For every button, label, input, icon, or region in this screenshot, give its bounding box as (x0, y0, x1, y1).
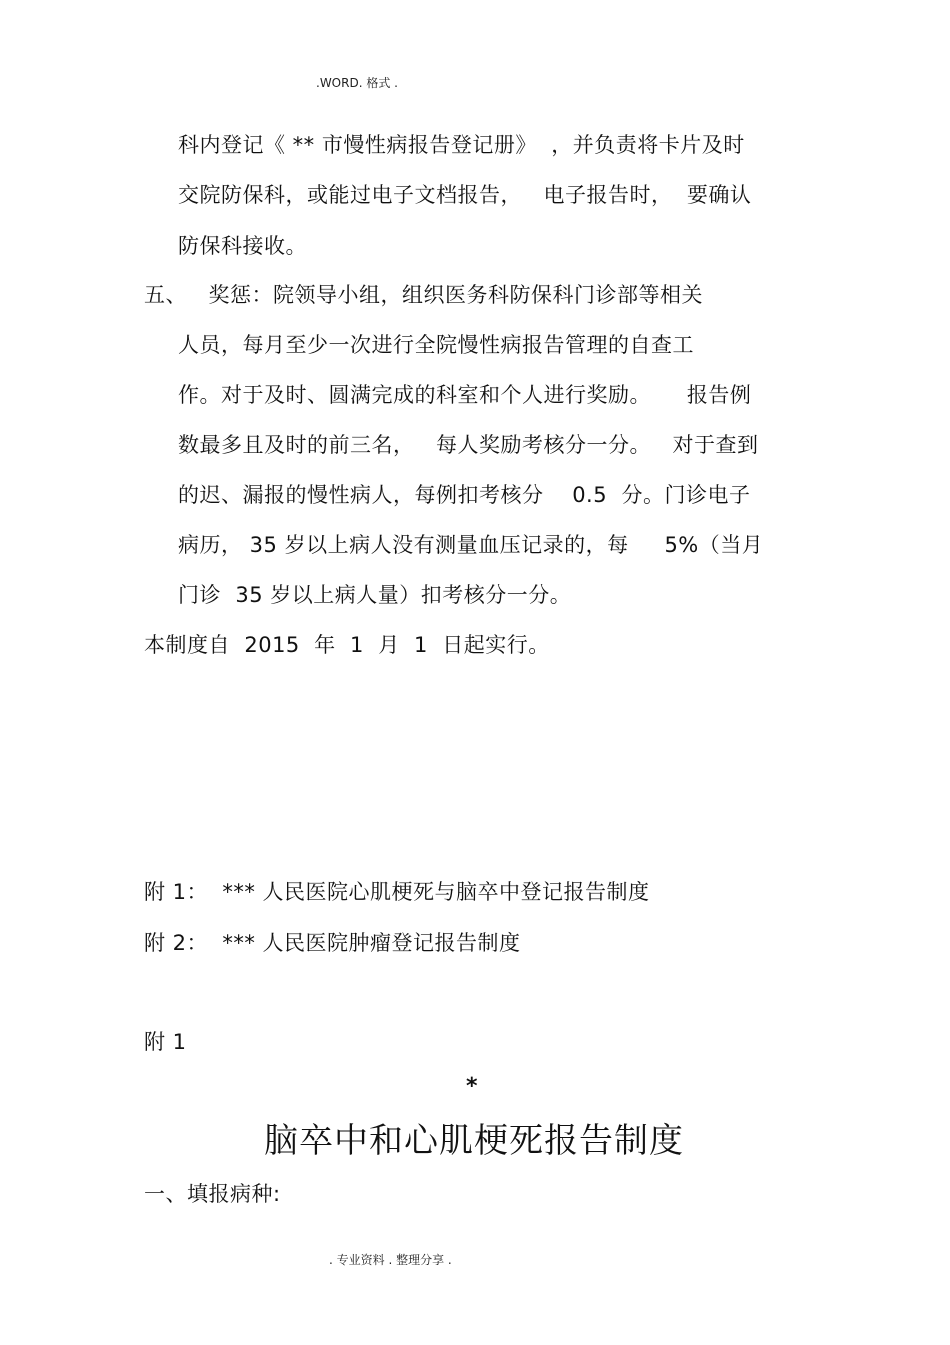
body-line-2: 交院防保科，或能过电子文档报告， 电子报告时， 要确认 (178, 183, 752, 207)
title-asterisk: * (466, 1074, 478, 1099)
body-line-8: 的迟、漏报的慢性病人，每例扣考核分 0.5 分。门诊电子 (178, 483, 751, 507)
body-line-3: 防保科接收。 (178, 234, 307, 258)
attachment-item-2: 附 2： *** 人民医院肿瘤登记报告制度 (144, 931, 521, 955)
effective-date-line: 本制度自 2015 年 1 月 1 日起实行。 (144, 633, 550, 657)
page-header: .WORD. 格式 . (316, 76, 398, 90)
appendix-label: 附 1 (144, 1030, 187, 1054)
body-line-5: 人员，每月至少一次进行全院慢性病报告管理的自查工 (178, 333, 694, 357)
appendix-title: 脑卒中和心肌梗死报告制度 (264, 1121, 684, 1161)
body-line-9: 病历， 35 岁以上病人没有测量血压记录的，每 5%（当月 (178, 533, 764, 557)
body-line-6: 作。对于及时、圆满完成的科室和个人进行奖励。 报告例 (178, 383, 752, 407)
body-line-1: 科内登记《 ** 市慢性病报告登记册》 ，并负责将卡片及时 (178, 133, 745, 157)
attachment-item-1: 附 1： *** 人民医院心肌梗死与脑卒中登记报告制度 (144, 880, 650, 904)
section-1-heading: 一、填报病种: (144, 1182, 281, 1206)
page-footer: . 专业资料 . 整理分享 . (329, 1253, 452, 1267)
section-5-heading: 五、 奖惩：院领导小组，组织医务科防保科门诊部等相关 (144, 283, 704, 307)
body-line-7: 数最多且及时的前三名， 每人奖励考核分一分。 对于查到 (178, 433, 759, 457)
body-line-10: 门诊 35 岁以上病人量）扣考核分一分。 (178, 583, 572, 607)
